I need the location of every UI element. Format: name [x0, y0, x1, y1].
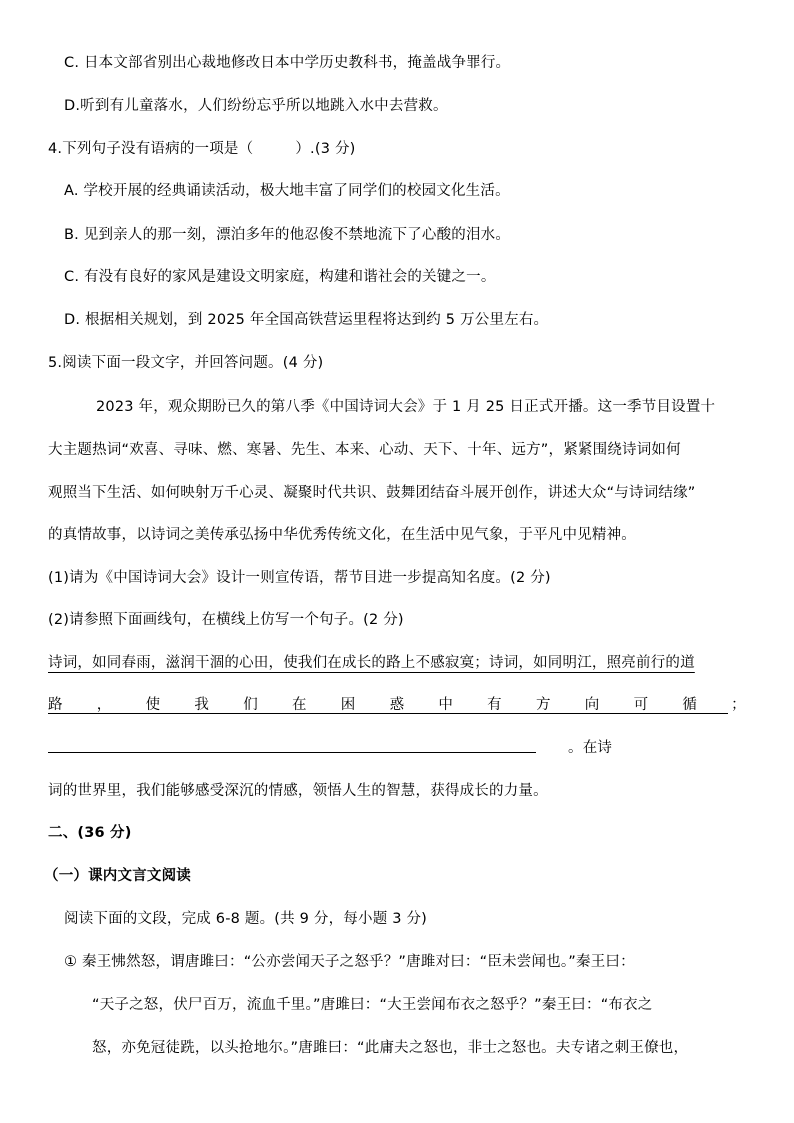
spread-char: ； [731, 697, 746, 713]
underlined-sentence: 诗词，如同春雨，滋润干涸的心田，使我们在成长的路上不感寂寞；诗词，如同明江，照亮前行的道 [48, 655, 695, 671]
question-5-1: (1)请为《中国诗词大会》设计一则宣传语，帮节目进一步提高知名度。(2 分) [48, 570, 551, 586]
option-d-q4: D. 根据相关规划，到 2025 年全国高铁营运里程将达到约 5 万公里左右。 [64, 312, 549, 328]
reading-instructions: 阅读下面的文段，完成 6-8 题。(共 9 分，每小题 3 分) [64, 911, 428, 927]
spread-char: 有 [487, 697, 502, 713]
underline-rule [48, 713, 728, 714]
question-4-stem: 4.下列句子没有语病的一项是（ [48, 141, 254, 157]
classical-text-line-3: 怒，亦免冠徒跣，以头抢地尔。”唐雎曰：“此庸夫之怒也，非士之怒也。夫专诸之刺王僚也， [92, 1040, 689, 1056]
spread-char: 惑 [389, 697, 405, 713]
spread-char: 路 [48, 697, 63, 713]
spread-char: 在 [291, 697, 307, 713]
spread-char: 向 [584, 697, 600, 713]
spread-char: 我 [194, 697, 210, 713]
classical-text-line-1: ① 秦王怫然怒，谓唐雎曰：“公亦尝闻天子之怒乎？”唐雎对曰：“臣未尝闻也。”秦王曰： [64, 954, 635, 970]
option-d-q3: D.听到有儿童落水，人们纷纷忘乎所以地跳入水中去营救。 [64, 98, 448, 114]
option-a-q4: A. 学校开展的经典诵读活动，极大地丰富了同学们的校园文化生活。 [64, 183, 510, 199]
passage-line-3: 观照当下生活、如何映射万千心灵、凝聚时代共识、鼓舞团结奋斗展开创作，讲述大众“与诗词结缘” [48, 485, 696, 501]
spread-char: 们 [243, 697, 258, 713]
section-2-heading: 二、(36 分) [48, 825, 132, 841]
spread-char: 困 [340, 697, 356, 713]
continuation-line: 词的世界里，我们能够感受深沉的情感，领悟人生的智慧，获得成长的力量。 [48, 783, 548, 799]
question-4 [48, 138, 754, 160]
spread-char: 循 [682, 697, 698, 713]
question-5-2: (2)请参照下面画线句，在横线上仿写一个句子。(2 分) [48, 612, 404, 628]
passage-line-1: 2023 年，观众期盼已久的第八季《中国诗词大会》于 1 月 25 日正式开播。这一季节目设置十 [96, 399, 716, 415]
passage-line-2: 大主题热词“欢喜、寻味、燃、寒暑、先生、本来、心动、天下、十年、远方”，紧紧围绕诗词如何 [48, 442, 681, 458]
option-b-q4: B. 见到亲人的那一刻，漂泊多年的他忍俊不禁地流下了心酸的泪水。 [64, 227, 511, 243]
fill-in-blank-line[interactable] [48, 752, 536, 753]
passage-line-4: 的真情故事，以诗词之美传承弘扬中华优秀传统文化，在生活中见气象，于平凡中见精神。 [48, 527, 636, 543]
option-c-q3: C. 日本文部省别出心裁地修改日本中学历史教科书，掩盖战争罪行。 [64, 55, 511, 71]
spread-char: ， [96, 697, 112, 713]
subsection-heading: （一）课内文言文阅读 [44, 868, 191, 884]
question-4-score: ）.(3 分) [295, 141, 356, 157]
option-c-q4: C. 有没有良好的家风是建设文明家庭，构建和谐社会的关键之一。 [64, 269, 496, 285]
blank-tail-text: 。在诗 [568, 740, 613, 756]
classical-text-line-2: “天子之怒，伏尸百万，流血千里。”唐雎曰：“大王尝闻布衣之怒乎？”秦王曰：“布衣之 [92, 997, 653, 1013]
question-5: 5.阅读下面一段文字，并回答问题。(4 分) [48, 355, 324, 371]
spread-char: 使 [145, 697, 161, 713]
spread-char: 可 [633, 697, 649, 713]
spread-char: 中 [438, 697, 454, 713]
spread-char: 方 [535, 697, 551, 713]
